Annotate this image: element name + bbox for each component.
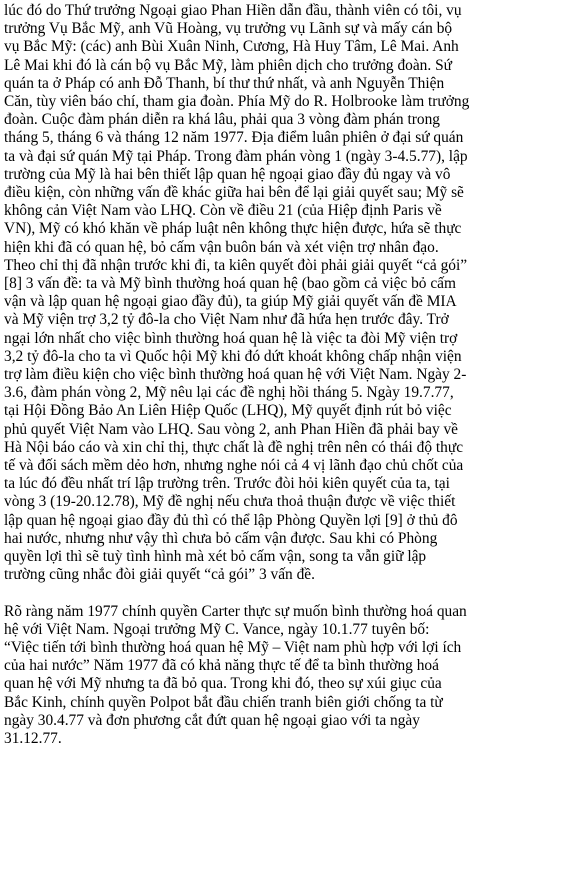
text-line: hệ với Việt Nam. Ngoại trưởng Mỹ C. Vance, ngày 10.1.77 tuyên bố: <box>4 620 430 638</box>
text-line: phủ quyết Việt Nam vào LHQ. Sau vòng 2, anh Phan Hiền đã phải bay về <box>4 420 459 438</box>
text-line: trợ làm điều kiện cho việc bình thường hoá quan hệ với Việt Nam. Ngày 2- <box>4 366 467 384</box>
text-line: hai nước, nhưng như vậy thì chưa bỏ cấm vận được. Sau khi có Phòng <box>4 529 438 547</box>
text-line: VN), Mỹ có khó khăn về pháp luật nên không thực hiện được, hứa sẽ thực <box>4 220 462 238</box>
text-line: “Việc tiến tới bình thường hoá quan hệ Mỹ – Việt nam phù hợp với lợi ích <box>4 638 462 656</box>
text-line: tại Hội Đồng Bảo An Liên Hiệp Quốc (LHQ), Mỹ quyết định rút bỏ việc <box>4 402 452 420</box>
text-line: Hà Nội báo cáo và xin chỉ thị, thực chất là đề nghị trên nên có thái độ thực <box>4 438 464 456</box>
text-line: quyền lợi thì sẽ tuỳ tình hình mà xét bỏ cấm vận, song ta vẫn giữ lập <box>4 548 427 566</box>
text-line: Rõ ràng năm 1977 chính quyền Carter thực sự muốn bình thường hoá quan <box>4 602 467 620</box>
text-line: 3,2 tỷ đô-la cho ta vì Quốc hội Mỹ khi đó dứt khoát không chấp nhận viện <box>4 347 462 365</box>
text-line: vòng 3 (19-20.12.78), Mỹ đề nghị nếu chưa thoả thuận được về việc thiết <box>4 493 456 511</box>
text-line: trưởng Vụ Bắc Mỹ, anh Vũ Hoàng, vụ trưởng vụ Lãnh sự và mấy cán bộ <box>4 20 453 38</box>
text-line: vụ Bắc Mỹ: (các) anh Bùi Xuân Ninh, Cương, Hà Huy Tâm, Lê Mai. Anh <box>4 38 459 56</box>
text-line: Lê Mai khi đó là cán bộ vụ Bắc Mỹ, làm phiên dịch cho trưởng đoàn. Sứ <box>4 56 452 74</box>
text-line: trường của Mỹ là hai bên thiết lập quan hệ ngoại giao đầy đủ ngay và vô <box>4 165 451 183</box>
text-line: ta và đại sứ quán Mỹ tại Pháp. Trong đàm phán vòng 1 (ngày 3-4.5.77), lập <box>4 147 468 165</box>
text-line: Theo chỉ thị đã nhận trước khi đi, ta kiên quyết đòi phải giải quyết “cả gói” <box>4 256 468 274</box>
text-line: 3.6, đàm phán vòng 2, Mỹ nêu lại các đề nghị hồi tháng 5. Ngày 19.7.77, <box>4 384 454 402</box>
text-line: ngại lớn nhất cho việc bình thường hoá quan hệ là việc ta đòi Mỹ viện trợ <box>4 329 458 347</box>
paragraph-carter-1977 <box>4 603 578 749</box>
text-line: ta lúc đó đều nhất trí lập trường trên. Trước đòi hỏi kiên quyết của ta, tại <box>4 475 450 493</box>
text-line: trường cũng nhắc đòi giải quyết “cả gói” 3 vấn đề. <box>4 566 315 584</box>
text-line: ngày 30.4.77 và đơn phương cắt đứt quan hệ ngoại giao với ta ngày <box>4 711 420 729</box>
text-line: của hai nước” Năm 1977 đã có khả năng thực tế để ta bình thường hoá <box>4 657 439 675</box>
text-line: lúc đó do Thứ trưởng Ngoại giao Phan Hiền dẫn đầu, thành viên có tôi, vụ <box>4 2 462 19</box>
text-line: hiện khi đã có quan hệ, bỏ cấm vận buôn bán và xét viện trợ nhân đạo. <box>4 238 439 256</box>
paragraph-negotiations <box>4 2 578 585</box>
text-line: và Mỹ viện trợ 3,2 tỷ đô-la cho Việt Nam như đã hứa hẹn trước đây. Trở <box>4 311 449 329</box>
text-line: tế và đối sách mềm dẻo hơn, nhưng nghe nói cả 4 vị lãnh đạo chủ chốt của <box>4 457 464 475</box>
text-line: Căn, tùy viên báo chí, tham gia đoàn. Phía Mỹ do R. Holbrooke làm trưởng <box>4 93 470 111</box>
text-line: 31.12.77. <box>4 729 62 747</box>
text-line: quan hệ với Mỹ nhưng ta đã bỏ qua. Trong khi đó, theo sự xúi giục của <box>4 675 442 693</box>
text-line: điều kiện, còn những vấn đề khác giữa hai bên để lại giải quyết sau; Mỹ sẽ <box>4 184 464 202</box>
text-line: tháng 5, tháng 6 và tháng 12 năm 1977. Địa điểm luân phiên ở đại sứ quán <box>4 129 464 147</box>
text-line: lập quan hệ ngoại giao đầy đủ thì có thể lập Phòng Quyền lợi [9] ở thủ đô <box>4 511 458 529</box>
text-line: [8] 3 vấn đề: ta và Mỹ bình thường hoá quan hệ (bao gồm cả việc bỏ cấm <box>4 275 456 293</box>
text-line: đoàn. Cuộc đàm phán diễn ra khá lâu, phải qua 3 vòng đàm phán trong <box>4 111 440 129</box>
text-line: quán ta ở Pháp có anh Đỗ Thanh, bí thư thứ nhất, và anh Nguyễn Thiện <box>4 74 445 92</box>
paragraph-gap <box>4 585 578 603</box>
text-line: không cản Việt Nam vào LHQ. Còn về điều 21 (của Hiệp định Paris về <box>4 202 442 220</box>
text-line: vận và lập quan hệ ngoại giao đầy đủ), ta giúp Mỹ giải quyết vấn đề MIA <box>4 293 457 311</box>
text-line: Bắc Kinh, chính quyền Polpot bắt đầu chiến tranh biên giới chống ta từ <box>4 693 443 711</box>
